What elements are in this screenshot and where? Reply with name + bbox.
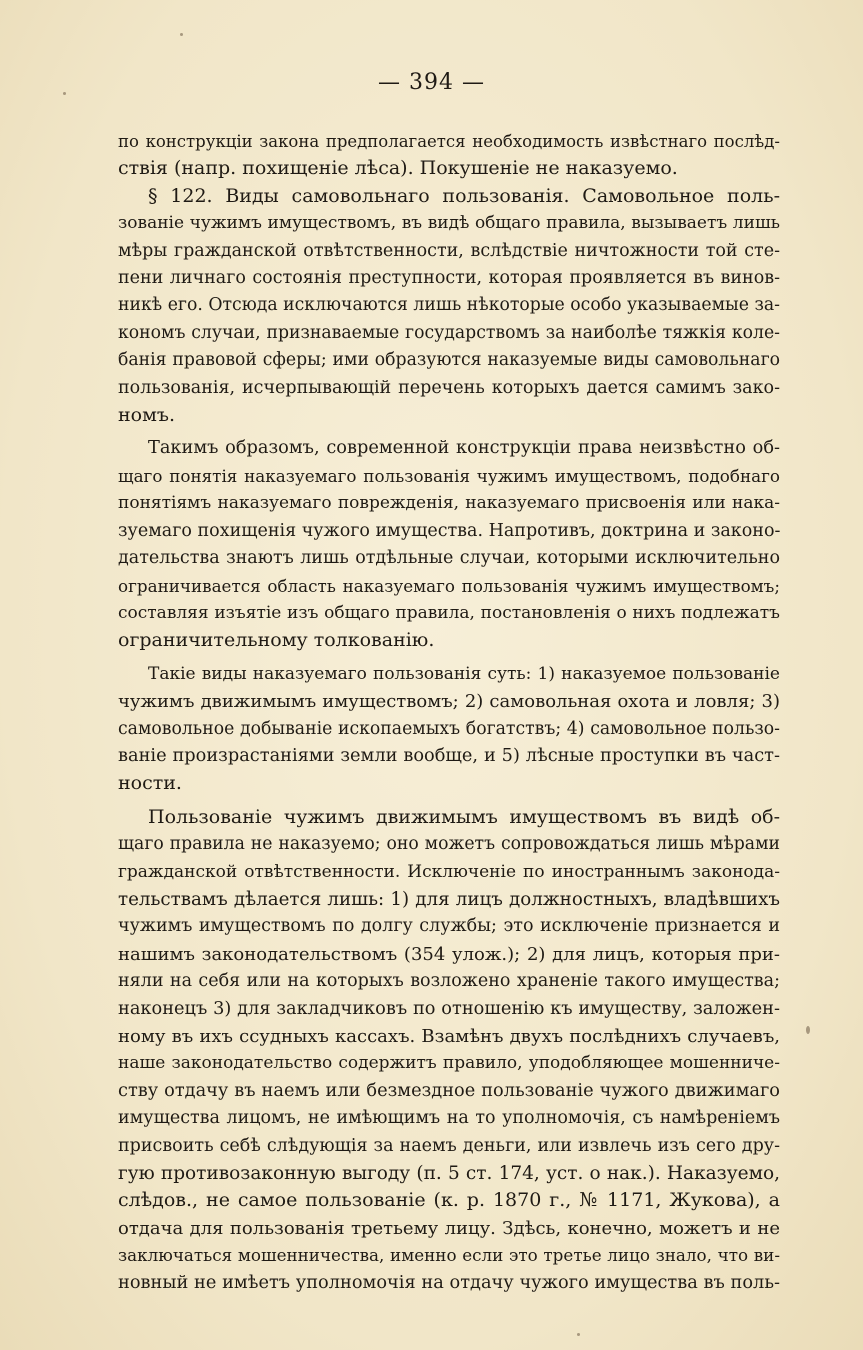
text-line: ограничительному толкованію. (118, 629, 435, 652)
text-line: дательства знаютъ лишь отдѣльные случаи, которыми исключительно (118, 548, 780, 569)
text-line: Пользованіе чужимъ движимымъ имуществомъ въ видѣ об- (148, 805, 780, 828)
text-line: Такимъ образомъ, современной конструкціи права неизвѣстно об- (148, 438, 780, 459)
text-line: номъ. (118, 404, 176, 427)
text-line: зуемаго похищенія чужого имущества. Напротивъ, доктрина и законо- (118, 520, 781, 541)
scan-speck (577, 1333, 580, 1336)
text-line: щаго правила не наказуемо; оно можетъ сопровождаться лишь мѣрами (118, 834, 780, 855)
text-line: понятіямъ наказуемаго поврежденія, наказуемаго присвоенія или нака- (118, 493, 780, 514)
text-line: гражданской отвѣтственности. Исключеніе по иностраннымъ законода- (118, 861, 780, 882)
body-text (118, 128, 780, 1297)
page-number: — 394 — (378, 70, 485, 95)
text-line: § 122. Виды самовольнаго пользованія. Самовольное поль- (148, 184, 780, 207)
text-line: по конструкціи закона предполагается необходимость извѣстнаго послѣд- (118, 132, 780, 151)
text-line: заключаться мошенничества, именно если это третье лицо знало, что ви- (118, 1245, 780, 1266)
text-line: няли на себя или на которыхъ возложено храненіе такого имущества; (118, 971, 780, 992)
text-line: самовольное добываніе ископаемыхъ богатствъ; 4) самовольное пользо- (118, 718, 780, 739)
text-line: ваніе произрастаніями земли вообще, и 5) лѣсные проступки въ част- (118, 745, 780, 766)
text-line: отдача для пользованія третьему лицу. Здѣсь, конечно, можетъ и не (118, 1217, 780, 1239)
text-line: зованіе чужимъ имуществомъ, въ видѣ общаго правила, вызываетъ лишь (118, 213, 780, 234)
text-line: присвоить себѣ слѣдующія за наемъ деньги, или извлечь изъ сего дру- (118, 1135, 780, 1156)
text-line: гую противозаконную выгоду (п. 5 ст. 174, уст. о нак.). Наказуемо, (118, 1163, 780, 1185)
scan-speck (180, 33, 183, 36)
text-line: щаго понятія наказуемаго пользованія чужимъ имуществомъ, подобнаго (118, 465, 780, 486)
text-line: тельствамъ дѣлается лишь: 1) для лицъ должностныхъ, владѣвшихъ (118, 888, 780, 910)
text-line: новный не имѣетъ уполномочія на отдачу чужого имущества въ поль- (118, 1272, 780, 1293)
text-line: кономъ случаи, признаваемые государствомъ за наиболѣе тяжкія коле- (118, 322, 780, 343)
text-line: Такіе виды наказуемаго пользованія суть: 1) наказуемое пользованіе (148, 663, 780, 684)
text-line: ству отдачу въ наемъ или безмездное пользованіе чужого движимаго (118, 1080, 780, 1101)
text-line: чужимъ движимымъ имуществомъ; 2) самовольная охота и ловля; 3) (118, 691, 780, 713)
text-line: наконецъ 3) для закладчиковъ по отношенію къ имуществу, заложен- (118, 998, 780, 1019)
text-line: нашимъ законодательствомъ (354 улож.); 2) для лицъ, которыя при- (118, 943, 780, 965)
text-line: никѣ его. Отсюда исключаются лишь нѣкоторые особо указываемые за- (118, 295, 780, 316)
text-line: имущества лицомъ, не имѣющимъ на то уполномочія, съ намѣреніемъ (118, 1108, 780, 1129)
text-line: ограничивается область наказуемаго пользованія чужимъ имуществомъ; (118, 575, 780, 596)
text-line: банія правовой сферы; ими образуются наказуемые виды самовольнаго (118, 350, 780, 371)
text-line: ности. (118, 772, 182, 795)
text-line: мѣры гражданской отвѣтственности, вслѣдствіе ничтожности той сте- (118, 240, 780, 261)
text-line: слѣдов., не самое пользованіе (к. р. 1870 г., № 1171, Жукова), а (118, 1189, 780, 1212)
text-line: составляя изъятіе изъ общаго правила, постановленія о нихъ подлежатъ (118, 602, 780, 623)
text-line: ствія (напр. похищеніе лѣса). Покушеніе не наказуемо. (118, 157, 678, 180)
scan-speck (806, 1026, 810, 1034)
text-line: чужимъ имуществомъ по долгу службы; это исключеніе признается и (118, 916, 780, 937)
text-line: наше законодательство содержитъ правило, уподобляющее мошенниче- (118, 1053, 780, 1074)
scan-speck (63, 92, 66, 95)
text-line: пени личнаго состоянія преступности, которая проявляется въ винов- (118, 268, 780, 289)
text-line: ному въ ихъ ссудныхъ кассахъ. Взамѣнъ двухъ послѣднихъ случаевъ, (118, 1026, 780, 1047)
text-line: пользованія, исчерпывающій перечень которыхъ дается самимъ зако- (118, 377, 780, 398)
